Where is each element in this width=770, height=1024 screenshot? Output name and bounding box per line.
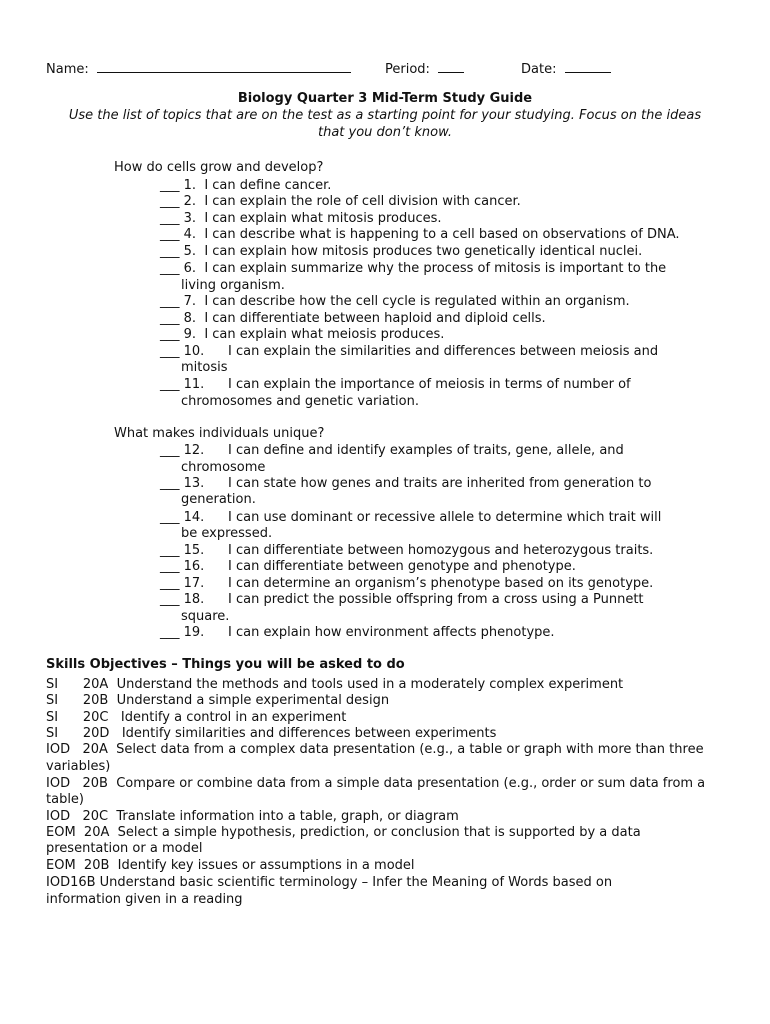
list-item xyxy=(160,244,642,260)
item-text: I can explain how environment affects phenotype. xyxy=(228,625,555,640)
item-text: I can use dominant or recessive allele to determine which trait will xyxy=(228,510,662,525)
list-item xyxy=(160,576,653,592)
skill-line: IOD16B Understand basic scientific terminology – Infer the Meaning of Words based on xyxy=(46,875,613,890)
list-item xyxy=(160,559,576,575)
item-continuation: generation. xyxy=(181,492,256,507)
item-text: I can determine an organism’s phenotype based on its genotype. xyxy=(228,576,654,591)
item-continuation: living organism. xyxy=(181,278,285,293)
item-number: ___ 4. xyxy=(160,227,197,242)
period-label: Period: xyxy=(385,62,430,77)
list-item xyxy=(160,476,651,492)
page-subtitle: Use the list of topics that are on the test as a starting point for your studying. Focus on the ideas that you don’t know. xyxy=(68,108,702,140)
item-text: I can define cancer. xyxy=(204,178,332,193)
date-blank xyxy=(565,60,611,73)
item-number: ___ 11. xyxy=(160,377,205,392)
list-item xyxy=(160,294,630,310)
item-number: ___ 1. xyxy=(160,178,197,193)
list-item xyxy=(160,227,680,243)
list-item xyxy=(160,194,521,210)
item-text: I can explain the role of cell division with cancer. xyxy=(204,194,521,209)
skills-heading: Skills Objectives – Things you will be asked to do xyxy=(46,657,405,672)
item-text: I can define and identify examples of traits, gene, allele, and xyxy=(228,443,624,458)
item-text: I can describe how the cell cycle is regulated within an organism. xyxy=(204,294,630,309)
item-continuation: chromosomes and genetic variation. xyxy=(181,394,419,409)
item-number: ___ 5. xyxy=(160,244,197,259)
item-number: ___ 17. xyxy=(160,576,205,591)
name-label: Name: xyxy=(46,62,89,77)
list-item xyxy=(160,327,444,343)
item-continuation: mitosis xyxy=(181,360,228,375)
item-number: ___ 2. xyxy=(160,194,197,209)
section-question: What makes individuals unique? xyxy=(114,426,325,441)
list-item xyxy=(160,592,644,608)
list-item xyxy=(160,443,624,459)
item-text: I can explain the similarities and differences between meiosis and xyxy=(228,344,659,359)
list-item xyxy=(160,261,666,277)
item-number: ___ 12. xyxy=(160,443,205,458)
item-text: I can state how genes and traits are inherited from generation to xyxy=(228,476,652,491)
item-text: I can differentiate between genotype and phenotype. xyxy=(228,559,576,574)
section-question: How do cells grow and develop? xyxy=(114,160,324,175)
skill-line: IOD 20A Select data from a complex data presentation (e.g., a table or graph with more than three xyxy=(46,742,704,757)
page-title: Biology Quarter 3 Mid-Term Study Guide xyxy=(237,91,533,106)
item-number: ___ 7. xyxy=(160,294,197,309)
item-text: I can predict the possible offspring from a cross using a Punnett xyxy=(228,592,644,607)
item-number: ___ 10. xyxy=(160,344,205,359)
skill-line: SI 20D Identify similarities and differences between experiments xyxy=(46,726,497,741)
list-item xyxy=(160,377,631,393)
skill-line: EOM 20B Identify key issues or assumptions in a model xyxy=(46,858,415,873)
skill-line: presentation or a model xyxy=(46,841,203,856)
skill-line: table) xyxy=(46,792,84,807)
item-continuation: be expressed. xyxy=(181,526,273,541)
skill-line: SI 20A Understand the methods and tools used in a moderately complex experiment xyxy=(46,677,624,692)
list-item xyxy=(160,510,661,526)
skill-line: information given in a reading xyxy=(46,892,243,907)
skill-line: IOD 20B Compare or combine data from a simple data presentation (e.g., order or sum data from a xyxy=(46,776,706,791)
item-text: I can describe what is happening to a cell based on observations of DNA. xyxy=(204,227,680,242)
item-number: ___ 18. xyxy=(160,592,205,607)
date-label: Date: xyxy=(521,62,557,77)
item-number: ___ 16. xyxy=(160,559,205,574)
item-number: ___ 8. xyxy=(160,311,197,326)
period-field xyxy=(385,60,464,78)
list-item xyxy=(160,625,555,641)
date-field xyxy=(521,60,611,78)
name-field xyxy=(46,60,351,78)
skill-line: IOD 20C Translate information into a table, graph, or diagram xyxy=(46,809,459,824)
list-item xyxy=(160,311,546,327)
item-number: ___ 9. xyxy=(160,327,197,342)
item-number: ___ 3. xyxy=(160,211,197,226)
item-number: ___ 13. xyxy=(160,476,205,491)
skill-line: EOM 20A Select a simple hypothesis, prediction, or conclusion that is supported by a data xyxy=(46,825,641,840)
name-blank xyxy=(97,60,351,73)
skill-line: SI 20C Identify a control in an experiment xyxy=(46,710,347,725)
item-number: ___ 19. xyxy=(160,625,205,640)
item-text: I can explain what mitosis produces. xyxy=(204,211,442,226)
item-text: I can explain summarize why the process of mitosis is important to the xyxy=(204,261,667,276)
item-text: I can explain the importance of meiosis in terms of number of xyxy=(228,377,631,392)
item-continuation: square. xyxy=(181,609,230,624)
item-text: I can explain how mitosis produces two genetically identical nuclei. xyxy=(204,244,643,259)
skill-line: SI 20B Understand a simple experimental design xyxy=(46,693,390,708)
item-number: ___ 15. xyxy=(160,543,205,558)
item-text: I can differentiate between haploid and diploid cells. xyxy=(204,311,546,326)
list-item xyxy=(160,543,653,559)
item-text: I can explain what meiosis produces. xyxy=(204,327,445,342)
item-number: ___ 6. xyxy=(160,261,197,276)
period-blank xyxy=(438,60,464,73)
list-item xyxy=(160,344,658,360)
item-text: I can differentiate between homozygous and heterozygous traits. xyxy=(228,543,654,558)
list-item xyxy=(160,211,442,227)
item-continuation: chromosome xyxy=(181,460,266,475)
item-number: ___ 14. xyxy=(160,510,205,525)
list-item xyxy=(160,178,331,194)
skill-line: variables) xyxy=(46,759,111,774)
